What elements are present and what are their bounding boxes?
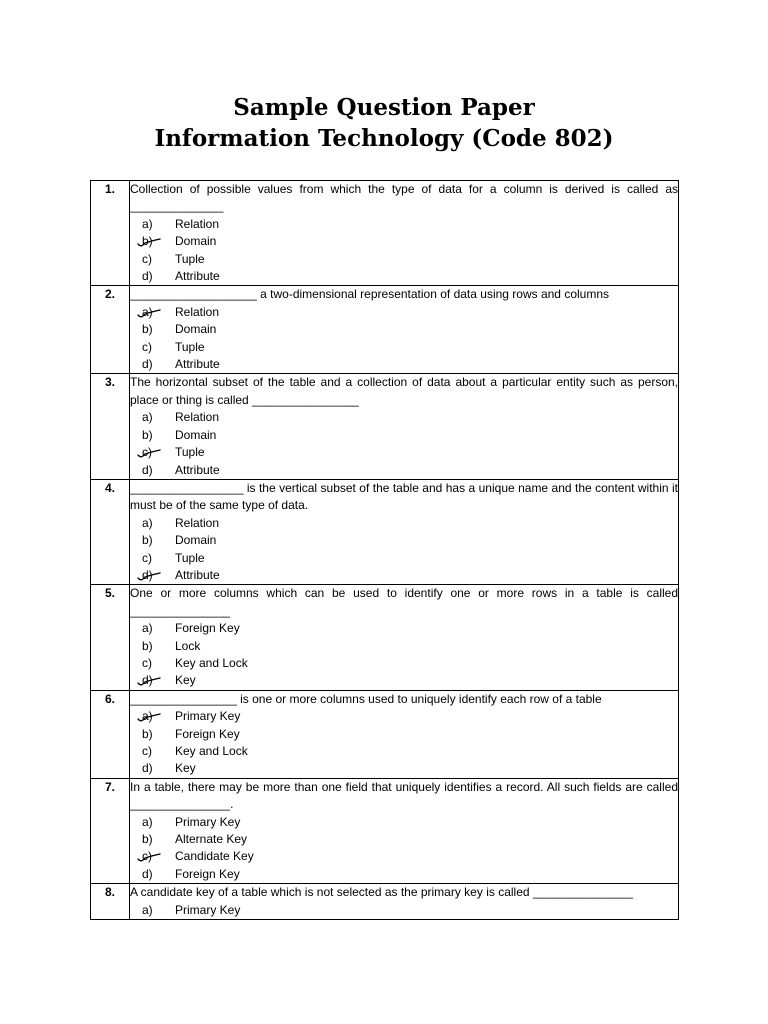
option-letter-text: a) — [142, 709, 153, 724]
answer-option — [142, 638, 678, 655]
option-letter-text: d) — [142, 673, 153, 688]
answer-option — [142, 532, 678, 549]
answer-option — [142, 515, 678, 532]
option-letter-text: d) — [142, 269, 153, 284]
question-text: A candidate key of a table which is not selected as the primary key is called _______________ — [130, 885, 633, 900]
option-letter — [142, 760, 175, 777]
option-letter — [142, 427, 175, 444]
answer-option — [142, 550, 678, 567]
answer-option — [142, 356, 678, 373]
question-text: One or more columns which can be used to identify one or more rows in a table is called _______________ — [130, 586, 678, 618]
option-letter — [142, 356, 175, 373]
question-content — [130, 690, 679, 778]
option-letter-text: a) — [142, 515, 153, 530]
option-letter-text: a) — [142, 304, 153, 319]
option-letter-text: b) — [142, 726, 153, 741]
option-letter-text: b) — [142, 533, 153, 548]
option-letter-text: b) — [142, 638, 153, 653]
option-letter — [142, 216, 175, 233]
option-label: Tuple — [175, 550, 205, 565]
option-label: Tuple — [175, 251, 205, 266]
option-letter — [142, 831, 175, 848]
option-letter-text: b) — [142, 832, 153, 847]
question-text: ________________ is one or more columns used to uniquely identify each row of a table — [130, 691, 602, 706]
option-letter-text: c) — [142, 849, 152, 864]
option-letter — [142, 304, 175, 321]
option-letter-text: d) — [142, 357, 153, 372]
question-text: The horizontal subset of the table and a collection of data about a particular entity such as person, place or thing is called ________________ — [130, 375, 678, 407]
question-table — [90, 180, 679, 920]
answer-option — [142, 251, 678, 268]
answer-option — [142, 672, 678, 689]
option-letter — [142, 708, 175, 725]
option-letter — [142, 814, 175, 831]
question-content — [130, 286, 679, 374]
option-label: Relation — [175, 410, 220, 425]
answer-option — [142, 567, 678, 584]
question-row — [91, 778, 679, 883]
option-letter — [142, 251, 175, 268]
option-letter — [142, 743, 175, 760]
question-content — [130, 479, 679, 584]
option-label: Primary Key — [175, 709, 241, 724]
answer-option — [142, 760, 678, 777]
option-letter-text: c) — [142, 744, 152, 758]
option-list — [130, 304, 678, 374]
option-letter — [142, 321, 175, 338]
answer-option — [142, 743, 678, 760]
option-list — [130, 814, 678, 884]
option-label: Tuple — [175, 445, 205, 460]
question-number: 2. — [91, 286, 130, 374]
question-content — [130, 585, 679, 690]
answer-option — [142, 233, 678, 250]
question-number: 6. — [91, 690, 130, 778]
option-letter — [142, 268, 175, 285]
answer-option — [142, 902, 678, 919]
option-label: Attribute — [175, 462, 220, 477]
answer-option — [142, 216, 678, 233]
question-number: 4. — [91, 479, 130, 584]
option-letter — [142, 532, 175, 549]
question-table-body — [91, 181, 679, 920]
answer-option — [142, 655, 678, 672]
question-row — [91, 479, 679, 584]
answer-option — [142, 462, 678, 479]
option-letter — [142, 550, 175, 567]
option-label: Attribute — [175, 357, 220, 372]
option-label: Key and Lock — [175, 655, 248, 670]
option-label: Relation — [175, 304, 220, 319]
question-row — [91, 286, 679, 374]
question-text: _________________ is the vertical subset of the table and has a unique name and the content within it must be of the same type of data. — [130, 480, 678, 513]
option-letter-text: c) — [142, 445, 152, 460]
option-label: Key — [175, 761, 196, 776]
option-letter-text: a) — [142, 216, 153, 231]
answer-option — [142, 726, 678, 743]
question-number: 1. — [91, 181, 130, 286]
option-letter-text: c) — [142, 550, 152, 565]
document-header — [0, 92, 768, 154]
option-list — [130, 409, 678, 479]
answer-option — [142, 409, 678, 426]
option-letter-text: d) — [142, 567, 153, 582]
answer-option — [142, 444, 678, 461]
option-letter — [142, 655, 175, 672]
question-row — [91, 181, 679, 286]
question-content — [130, 181, 679, 286]
option-letter — [142, 638, 175, 655]
option-letter-text: a) — [142, 814, 153, 829]
option-letter — [142, 848, 175, 865]
answer-option — [142, 848, 678, 865]
question-row — [91, 585, 679, 690]
option-list — [130, 708, 678, 778]
option-list — [130, 902, 678, 919]
answer-option — [142, 321, 678, 338]
option-label: Tuple — [175, 339, 205, 354]
option-list — [130, 620, 678, 690]
answer-option — [142, 814, 678, 831]
question-row — [91, 884, 679, 920]
option-letter — [142, 620, 175, 637]
option-label: Key — [175, 673, 196, 688]
option-letter — [142, 567, 175, 584]
option-letter-text: d) — [142, 866, 153, 881]
option-label: Candidate Key — [175, 849, 254, 864]
question-text: In a table, there may be more than one field that uniquely identifies a record. All such fields are called _______________. — [130, 779, 678, 812]
option-label: Relation — [175, 515, 220, 530]
option-letter-text: b) — [142, 234, 153, 249]
answer-option — [142, 427, 678, 444]
option-letter — [142, 866, 175, 883]
question-number: 7. — [91, 778, 130, 883]
option-label: Key and Lock — [175, 744, 248, 758]
answer-option — [142, 866, 678, 883]
answer-option — [142, 268, 678, 285]
option-letter-text: a) — [142, 902, 153, 917]
option-label: Attribute — [175, 567, 220, 582]
document-subtitle: Information Technology (Code 802) — [154, 125, 614, 152]
option-letter-text: c) — [142, 655, 152, 670]
question-text: ___________________ a two-dimensional representation of data using rows and columns — [130, 287, 609, 302]
option-label: Relation — [175, 216, 220, 231]
option-letter-text: a) — [142, 410, 153, 425]
answer-option — [142, 831, 678, 848]
option-letter — [142, 902, 175, 919]
question-content — [130, 884, 679, 920]
option-label: Primary Key — [175, 814, 241, 829]
answer-option — [142, 339, 678, 356]
option-label: Foreign Key — [175, 621, 240, 636]
option-letter — [142, 726, 175, 743]
option-letter — [142, 672, 175, 689]
option-label: Domain — [175, 533, 217, 548]
question-number: 8. — [91, 884, 130, 920]
option-label: Attribute — [175, 269, 220, 284]
option-label: Lock — [175, 638, 201, 653]
option-letter-text: b) — [142, 322, 153, 337]
option-label: Domain — [175, 234, 217, 249]
option-letter-text: d) — [142, 761, 153, 776]
option-letter-text: c) — [142, 251, 152, 266]
option-label: Foreign Key — [175, 866, 240, 881]
answer-option — [142, 620, 678, 637]
option-label: Domain — [175, 427, 217, 442]
option-letter-text: c) — [142, 339, 152, 354]
question-row — [91, 690, 679, 778]
question-number: 3. — [91, 374, 130, 479]
question-number: 5. — [91, 585, 130, 690]
question-text: Collection of possible values from which the type of data for a column is derived is called as ______________ — [130, 182, 678, 214]
option-list — [130, 216, 678, 286]
option-list — [130, 515, 678, 585]
document-title: Sample Question Paper — [233, 94, 535, 121]
option-label: Domain — [175, 322, 217, 337]
answer-option — [142, 304, 678, 321]
option-letter — [142, 233, 175, 250]
question-content — [130, 374, 679, 479]
option-letter-text: b) — [142, 427, 153, 442]
option-letter — [142, 444, 175, 461]
question-row — [91, 374, 679, 479]
option-letter — [142, 515, 175, 532]
option-label: Foreign Key — [175, 726, 240, 741]
question-content — [130, 778, 679, 883]
option-letter — [142, 462, 175, 479]
option-letter — [142, 409, 175, 426]
option-letter — [142, 339, 175, 356]
option-letter-text: a) — [142, 621, 153, 636]
option-letter-text: d) — [142, 462, 153, 477]
option-label: Primary Key — [175, 902, 241, 917]
option-label: Alternate Key — [175, 832, 248, 847]
answer-option — [142, 708, 678, 725]
